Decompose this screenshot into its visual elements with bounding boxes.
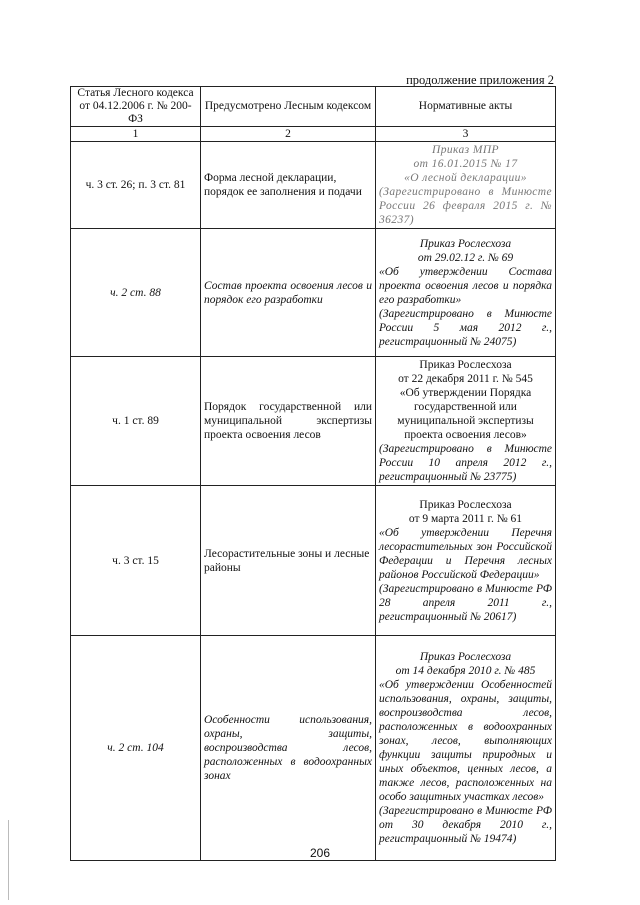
article-cell: ч. 2 ст. 88 xyxy=(71,229,201,357)
act-cell xyxy=(376,229,556,357)
provision-cell: Особенности использования, охраны, защиты, воспроизводства лесов, расположенных в водоохранных зонах xyxy=(201,636,376,861)
act-cell xyxy=(376,357,556,486)
table-row xyxy=(71,486,556,636)
column-number: 1 xyxy=(71,127,201,142)
article-cell: ч. 1 ст. 89 xyxy=(71,357,201,486)
act-date: от 29.02.12 г. № 69 xyxy=(417,251,514,264)
act-cell xyxy=(376,636,556,861)
column-number: 2 xyxy=(201,127,376,142)
act-cell xyxy=(376,142,556,229)
provision-cell: Лесорастительные зоны и лесные районы xyxy=(201,486,376,636)
act-title: Приказ Рослесхоза xyxy=(419,651,512,663)
article-cell: ч. 3 ст. 15 xyxy=(71,486,201,636)
act-body: «О лесной декларации» xyxy=(404,172,527,184)
act-date: от 16.01.2015 № 17 xyxy=(413,158,518,170)
act-registration: (Зарегистрировано в Минюсте России 10 апреля 2012 г., регистрационный № 23775) xyxy=(379,443,552,483)
act-body: «Об утверждении Особенностей использования, охраны, защиты, воспроизводства лесов, расположенных в водоохранных зонах, лесов, выполняющих функции защиты природных и иных объектов, ценных лесов, а также лесов, расположенных на особо защитных участках лесов» xyxy=(379,679,552,803)
table-row xyxy=(71,229,556,357)
act-cell xyxy=(376,486,556,636)
scan-edge-mark xyxy=(8,820,9,900)
act-date: от 14 декабря 2010 г. № 485 xyxy=(395,665,536,677)
act-title: Приказ Рослесхоза xyxy=(419,359,512,371)
header-provision: Предусмотрено Лесным кодексом xyxy=(201,87,376,127)
column-number-row xyxy=(71,127,556,142)
article-cell: ч. 3 ст. 26; п. 3 ст. 81 xyxy=(71,142,201,229)
table-row xyxy=(71,636,556,861)
act-date: от 22 декабря 2011 г. № 545 xyxy=(398,373,533,385)
normative-acts-table xyxy=(70,86,556,861)
provision-cell: Состав проекта освоения лесов и порядок его разработки xyxy=(201,229,376,357)
column-number: 3 xyxy=(376,127,556,142)
table-header-row xyxy=(71,87,556,127)
header-article: Статья Лесного кодекса от 04.12.2006 г. № 200-ФЗ xyxy=(71,87,201,127)
provision-cell: Форма лесной декларации, порядок ее заполнения и подачи xyxy=(201,142,376,229)
act-registration: (Зарегистрировано в Минюсте России 5 мая 2012 г., регистрационный № 24075) xyxy=(379,307,552,348)
act-registration: (Зарегистрировано в Минюсте РФ от 30 декабря 2010 г., регистрационный № 19474) xyxy=(379,805,552,845)
table-row xyxy=(71,142,556,229)
act-registration: (Зарегистрировано в Минюсте РФ 28 апреля 2011 г., регистрационный № 20617) xyxy=(379,582,552,623)
act-date: от 9 марта 2011 г. № 61 xyxy=(408,512,523,525)
act-body: «Об утверждении Состава проекта освоения лесов и порядка его разработки» xyxy=(379,265,552,306)
act-title: Приказ Рослесхоза xyxy=(419,237,512,250)
provision-cell: Порядок государственной или муниципальной экспертизы проекта освоения лесов xyxy=(201,357,376,486)
header-acts: Нормативные акты xyxy=(376,87,556,127)
page-number: 206 xyxy=(309,846,331,860)
continuation-label: продолжение приложения 2 xyxy=(406,73,554,87)
act-title: Приказ Рослесхоза xyxy=(419,498,512,511)
table-row xyxy=(71,357,556,486)
act-body: «Об утверждении Перечня лесорастительных зон Российской Федерации и Перечня лесных районов Российской Федерации» xyxy=(379,526,552,581)
article-cell: ч. 2 ст. 104 xyxy=(71,636,201,861)
act-registration: (Зарегистрировано в Минюсте России 26 февраля 2015 г. № 36237) xyxy=(379,186,552,226)
act-title: Приказ МПР xyxy=(432,144,499,156)
act-body: «Об утверждении Порядка государственной или муниципальной экспертизы проекта освоения лесов» xyxy=(397,387,534,441)
